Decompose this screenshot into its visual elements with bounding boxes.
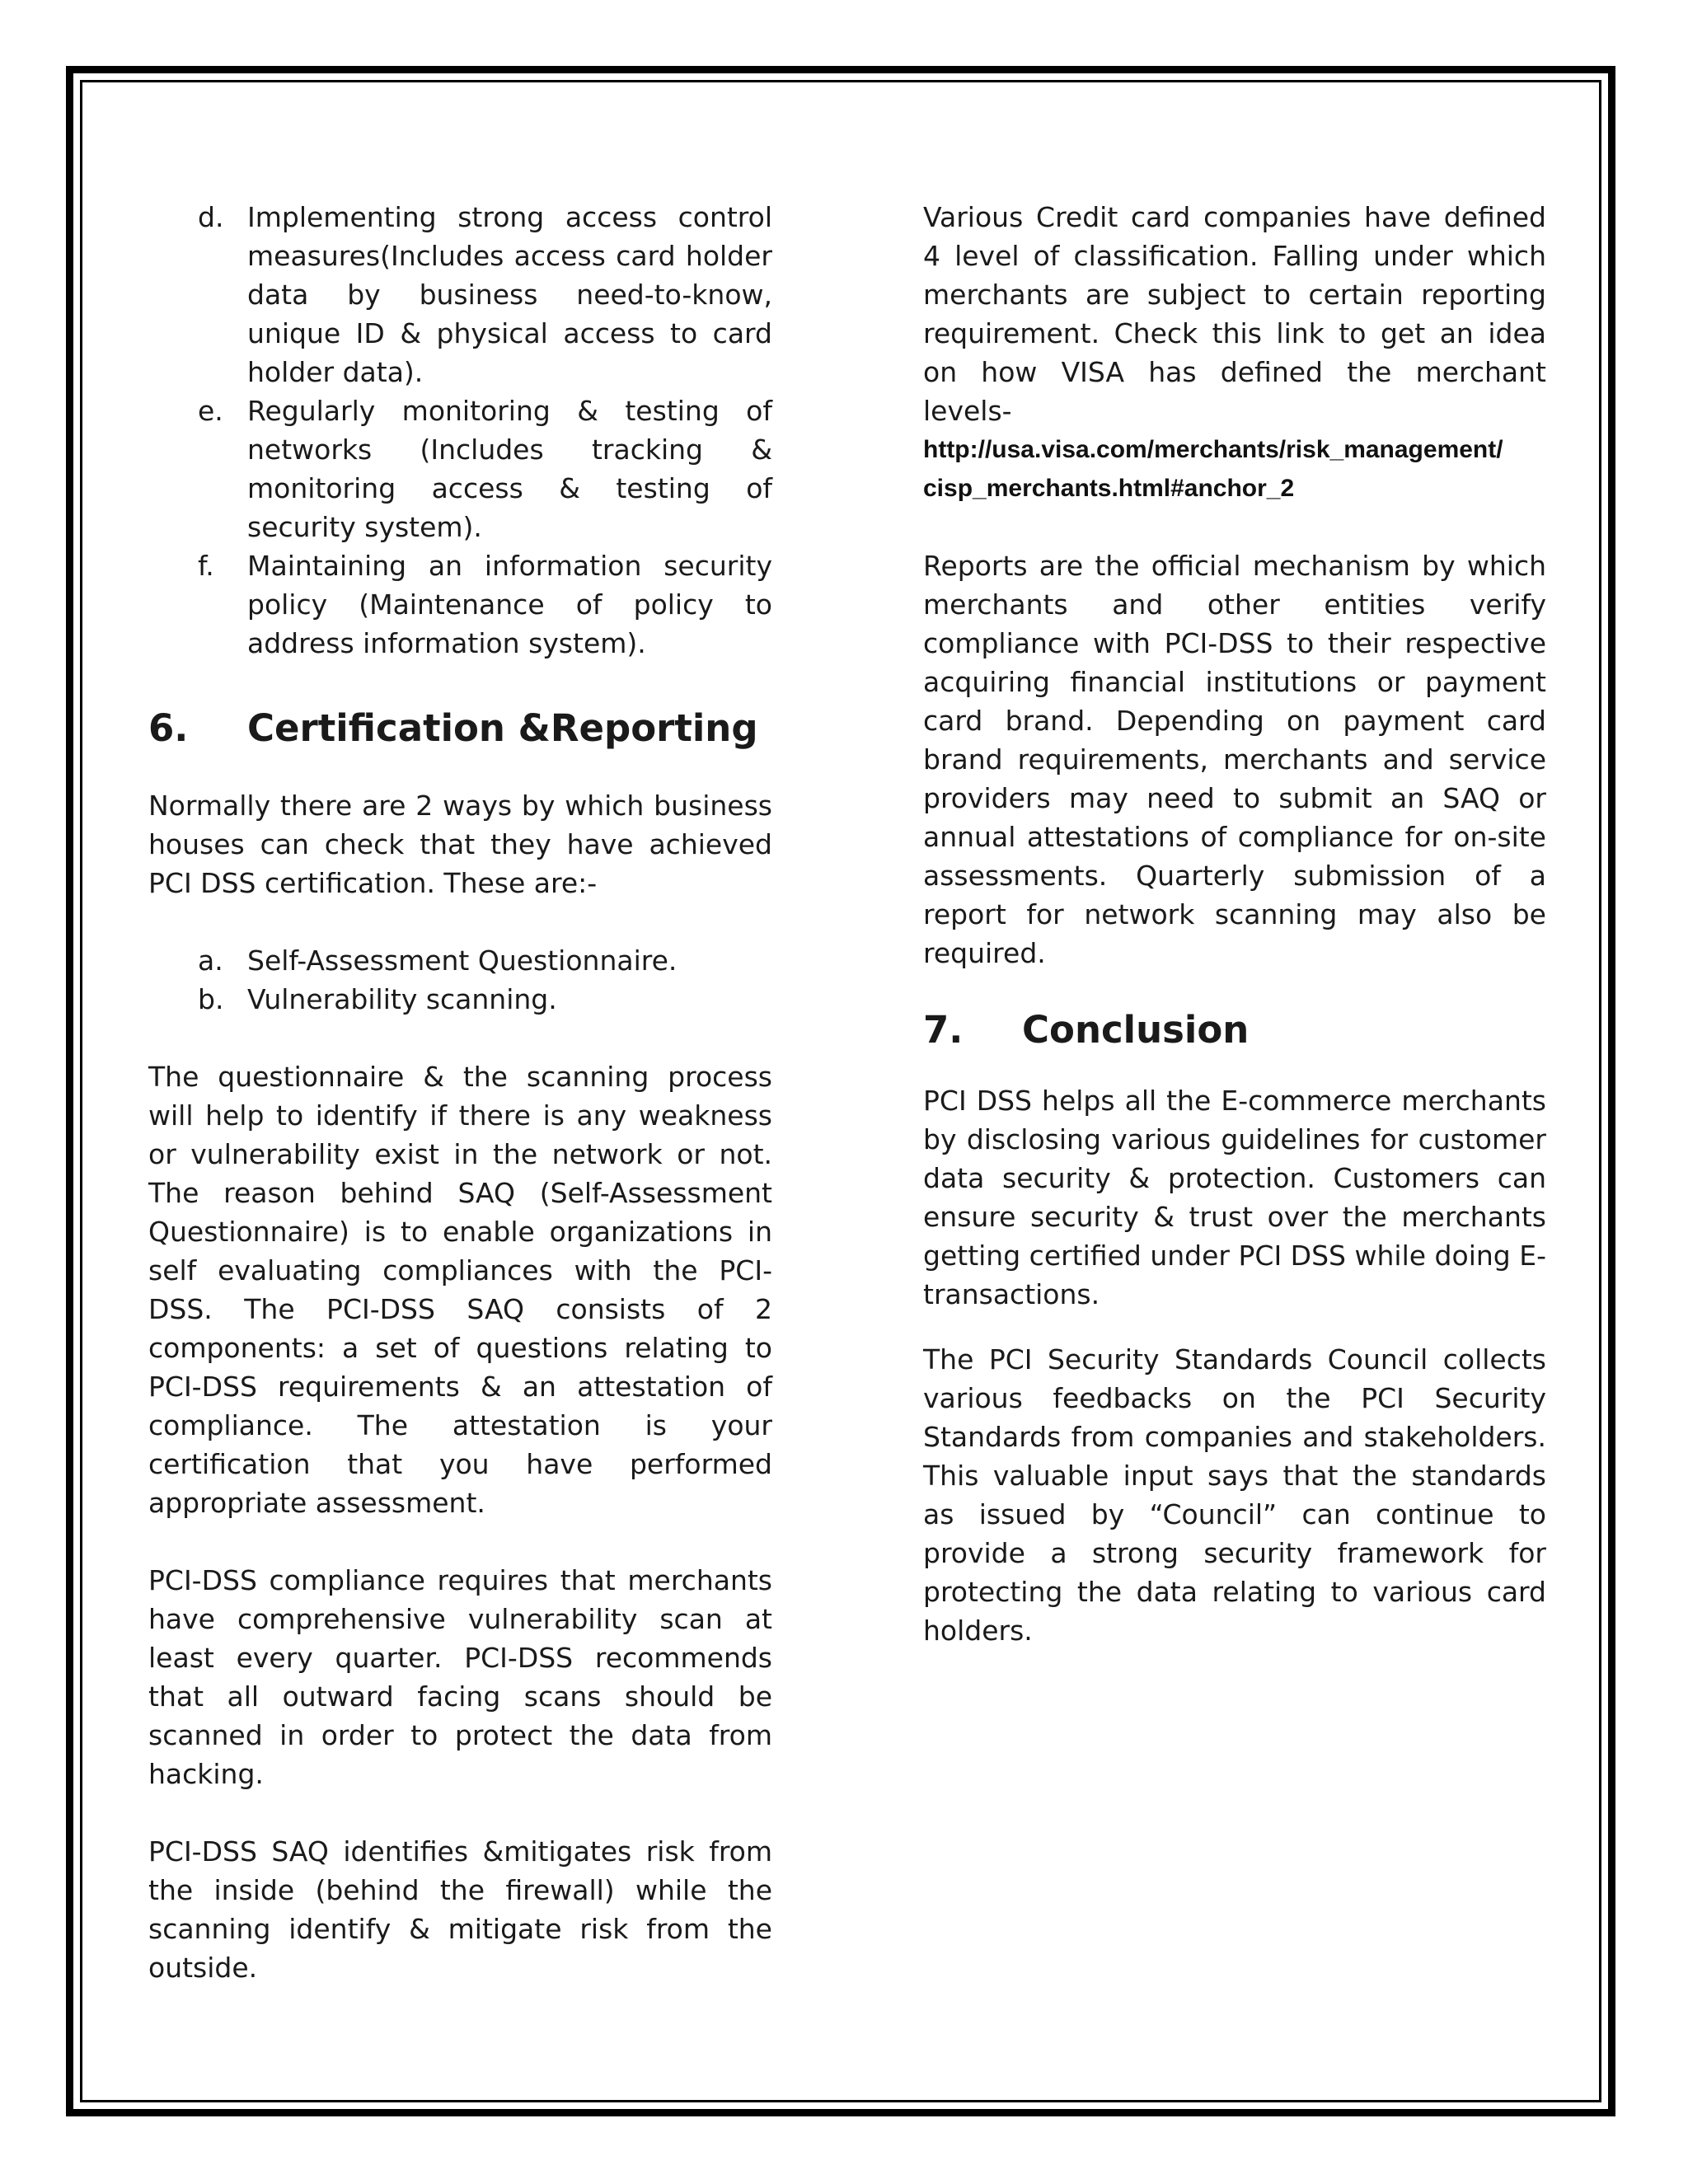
visa-link-line-2[interactable]: cisp_merchants.html#anchor_2 [923, 475, 1295, 502]
section-number: 7. [923, 1008, 964, 1052]
section-title: Conclusion [1022, 1008, 1250, 1052]
ways-list [148, 941, 772, 1019]
section-number: 6. [148, 706, 189, 750]
section-6-intro: Normally there are 2 ways by which business houses can check that they have achieved PCI DSS certification. These are:- [148, 790, 772, 899]
section-title: Certification &Reporting [247, 706, 758, 750]
paragraph: PCI-DSS compliance requires that merchants have comprehensive vulnerability scan at least every quarter. PCI-DSS recommends that all outward facing scans should be scanned in order to protect the data from hacking. [148, 1564, 772, 1790]
paragraph: Reports are the official mechanism by which merchants and other entities verify compliance with PCI-DSS to their respective acquiring financial institutions or payment card brand. Depending on payment card brand requirements, merchants and service providers may need to submit an SAQ or annual attestations of compliance for on-site assessments. Quarterly submission of a report for network scanning may also be required. [923, 550, 1546, 969]
list-item [148, 980, 772, 1019]
list-item [148, 546, 772, 663]
visa-link-line-1[interactable]: http://usa.visa.com/merchants/risk_management/ [923, 436, 1503, 463]
list-item [148, 391, 772, 546]
list-item-text: Self-Assessment Questionnaire. [247, 944, 678, 977]
paragraph: PCI DSS helps all the E-commerce merchants by disclosing various guidelines for customer data security & protection. Customers can ensure security & trust over the merchants getting certified under PCI DSS while doing E-transactions. [923, 1085, 1546, 1310]
list-marker: d. [198, 201, 224, 233]
left-column [148, 198, 772, 1987]
list-marker: e. [198, 395, 223, 427]
paragraph: PCI-DSS SAQ identifies &mitigates risk from the inside (behind the firewall) while the scanning identify & mitigate risk from the outside. [148, 1835, 772, 1984]
list-item-text: Vulnerability scanning. [247, 983, 557, 1015]
list-item-text: Regularly monitoring & testing of networks (Includes tracking & monitoring access & testing of security system). [247, 395, 772, 543]
paragraph: The questionnaire & the scanning process will help to identify if there is any weakness or vulnerability exist in the network or not. The reason behind SAQ (Self-Assessment Questionnaire) is to enable organizations in self evaluating compliances with the PCI-DSS. The PCI-DSS SAQ consists of 2 components: a set of questions relating to PCI-DSS requirements & an attestation of compliance. The attestation is your certification that you have performed appropriate assessment. [148, 1061, 772, 1519]
right-column [923, 198, 1546, 1650]
requirements-list [148, 198, 772, 663]
section-7-heading [923, 1005, 1546, 1055]
paragraph: Various Credit card companies have defined 4 level of classification. Falling under which merchants are subject to certain reporting requirement. Check this link to get an idea on how VISA has defined the merchant levels- [923, 201, 1546, 427]
list-item-text: Maintaining an information security policy (Maintenance of policy to address information system). [247, 550, 772, 659]
list-marker: b. [198, 983, 224, 1015]
list-item-text: Implementing strong access control measures(Includes access card holder data by business need-to-know, unique ID & physical access to card holder data). [247, 201, 772, 388]
paragraph: The PCI Security Standards Council collects various feedbacks on the PCI Security Standards from companies and stakeholders. This valuable input says that the standards as issued by “Council” can continue to provide a strong security framework for protecting the data relating to various card holders. [923, 1343, 1546, 1647]
list-marker: a. [198, 944, 223, 977]
section-6-heading [148, 704, 772, 753]
list-item [148, 941, 772, 980]
list-marker: f. [198, 550, 214, 582]
list-item [148, 198, 772, 391]
